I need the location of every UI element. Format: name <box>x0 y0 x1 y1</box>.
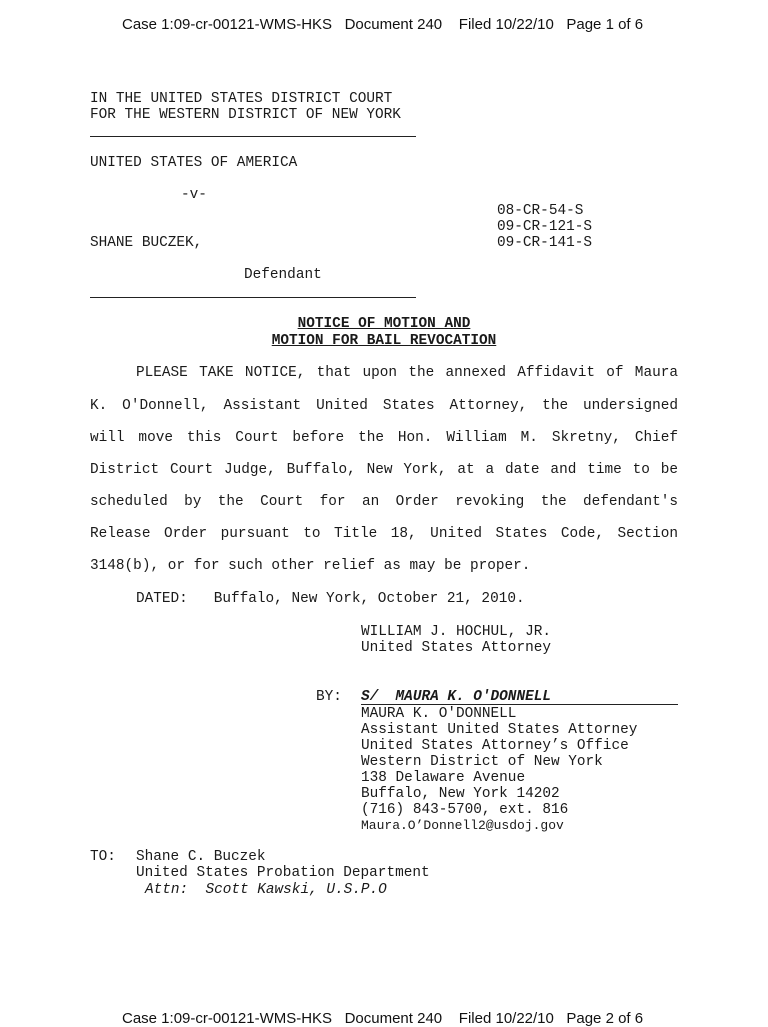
page-header: Case 1:09-cr-00121-WMS-HKS Document 240 Filed 10/22/10 Page 1 of 6 <box>122 16 644 33</box>
case-number-3: 09-CR-141-S <box>497 235 592 251</box>
versus: -v- <box>181 187 207 203</box>
document-title-line1: NOTICE OF MOTION AND <box>297 316 471 332</box>
caption-top-rule <box>90 136 416 137</box>
signer-line: (716) 843-5700, ext. 816 <box>361 802 569 818</box>
signer-line: Assistant United States Attorney <box>361 722 638 738</box>
by-label: BY: <box>316 689 342 705</box>
signer-email: Maura.O’Donnell2@usdoj.gov <box>361 818 564 833</box>
signer-line: 138 Delaware Avenue <box>361 770 526 786</box>
signatory-name: WILLIAM J. HOCHUL, JR. <box>361 624 551 640</box>
body-line: K. O'Donnell, Assistant United States Attorney, the undersigned <box>90 398 678 414</box>
signature-rule <box>361 704 678 705</box>
attention-line: Attn: Scott Kawski, U.S.P.O <box>145 882 387 898</box>
defendant-name: SHANE BUCZEK, <box>90 235 203 251</box>
body-line: District Court Judge, Buffalo, New York, at a date and time to be <box>90 462 678 478</box>
body-line: Release Order pursuant to Title 18, United States Code, Section <box>90 526 678 542</box>
caption-bottom-rule <box>90 297 416 298</box>
plaintiff: UNITED STATES OF AMERICA <box>90 155 298 171</box>
body-line: scheduled by the Court for an Order revoking the defendant's <box>90 494 678 510</box>
signer-line: Buffalo, New York 14202 <box>361 786 560 802</box>
signatory-title: United States Attorney <box>361 640 551 656</box>
case-number-1: 08-CR-54-S <box>497 203 584 219</box>
defendant-role: Defendant <box>244 267 322 283</box>
dated-line: DATED: Buffalo, New York, October 21, 2010. <box>136 591 525 607</box>
signer-line: MAURA K. O'DONNELL <box>361 706 517 722</box>
signer-line: Western District of New York <box>361 754 603 770</box>
body-line: PLEASE TAKE NOTICE, that upon the annexed Affidavit of Maura <box>136 365 678 381</box>
signer-line: United States Attorney’s Office <box>361 738 629 754</box>
to-label: TO: <box>90 849 116 865</box>
court-name-line1: IN THE UNITED STATES DISTRICT COURT <box>90 91 393 107</box>
next-page-header: Case 1:09-cr-00121-WMS-HKS Document 240 Filed 10/22/10 Page 2 of 6 <box>122 1010 644 1027</box>
recipient: United States Probation Department <box>136 865 430 881</box>
electronic-signature: S/ MAURA K. O'DONNELL <box>361 689 551 705</box>
case-number-2: 09-CR-121-S <box>497 219 592 235</box>
body-line: will move this Court before the Hon. William M. Skretny, Chief <box>90 430 678 446</box>
recipient: Shane C. Buczek <box>136 849 266 865</box>
document-title-line2: MOTION FOR BAIL REVOCATION <box>271 333 497 349</box>
body-line: 3148(b), or for such other relief as may be proper. <box>90 558 531 574</box>
court-name-line2: FOR THE WESTERN DISTRICT OF NEW YORK <box>90 107 401 123</box>
